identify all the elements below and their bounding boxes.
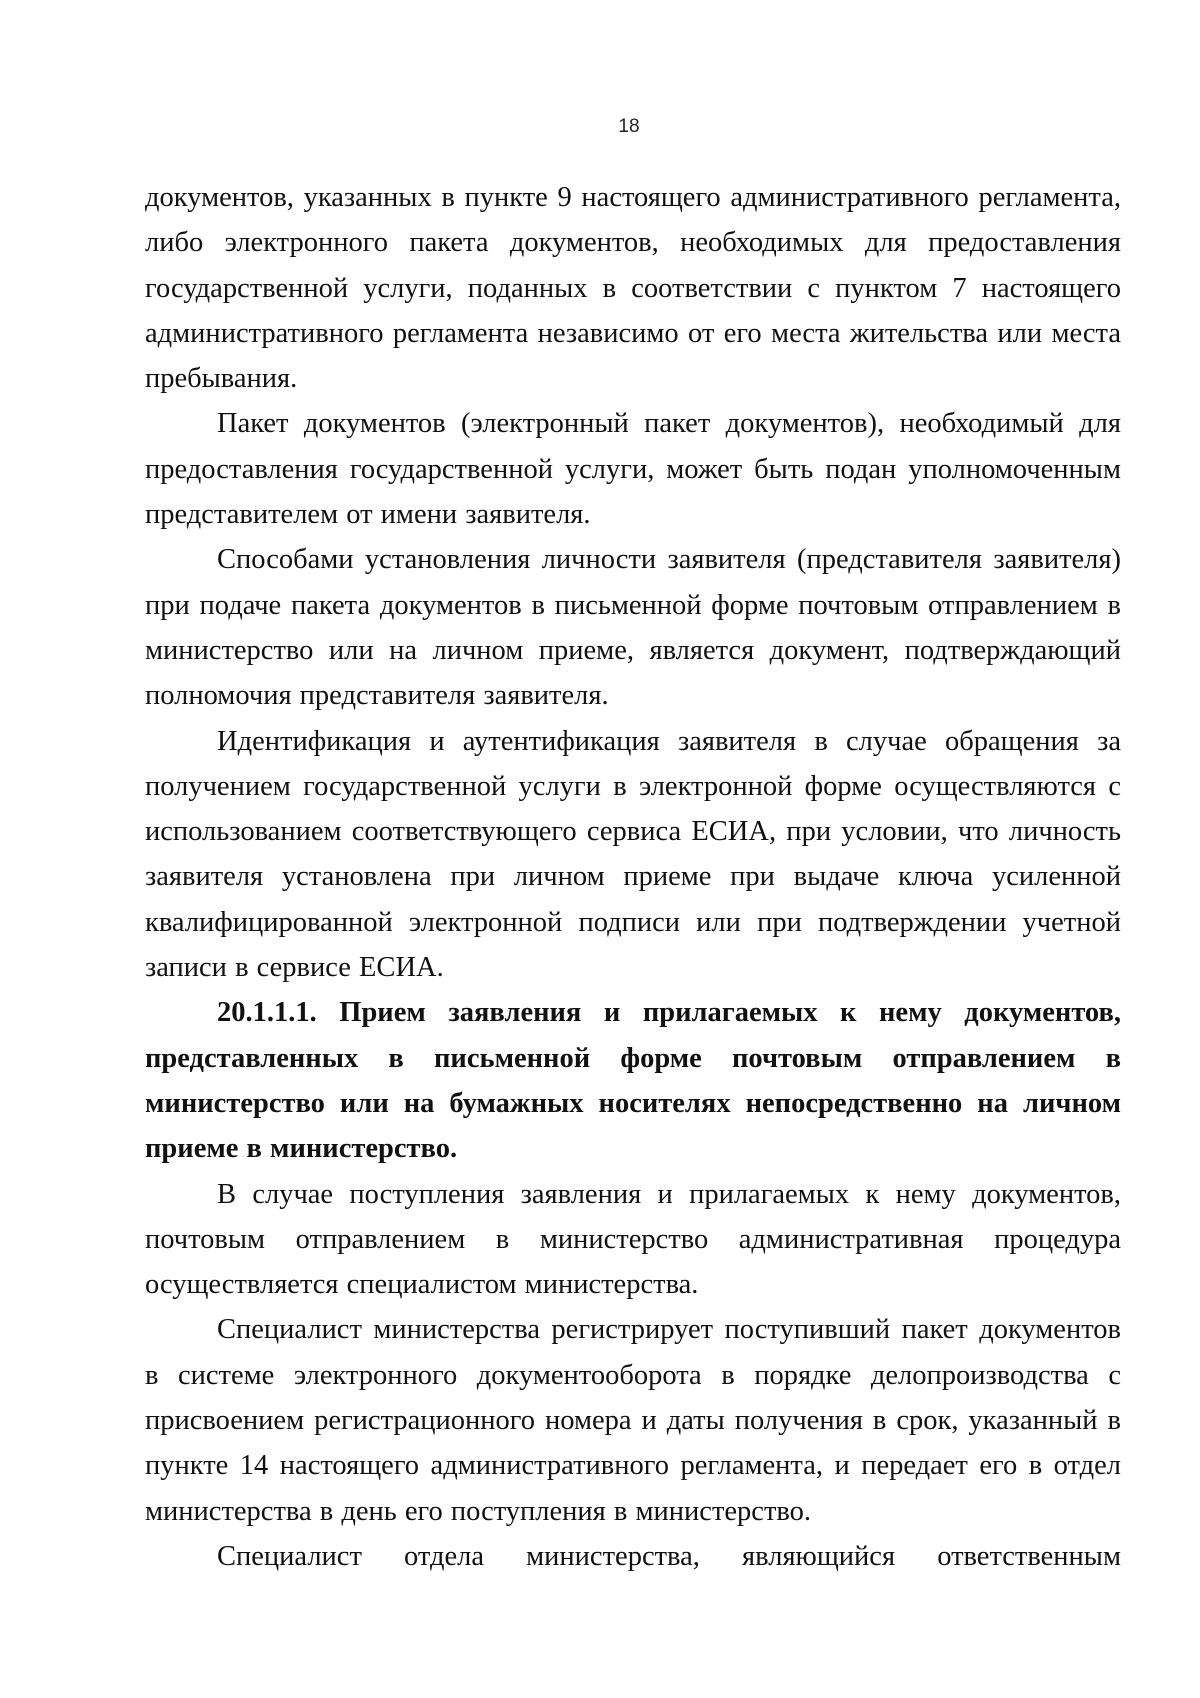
paragraph-identity-methods: Способами установления личности заявителя (представителя заявителя) при подаче пакета документов в письменной форме почтовым отправлением в министерство или на личном приеме, является документ, подтверждающий полномочия представителя заявителя. <box>145 544 1121 712</box>
document-body <box>145 175 1121 1579</box>
paragraph-identification: Идентификация и аутентификация заявителя в случае обращения за получением государственной услуги в электронной форме осуществляются с использованием соответствующего сервиса ЕСИА, при условии, что личность заявителя установлена при личном приеме при выдаче ключа усиленной квалифицированной электронной подписи или при подтверждении учетной записи в сервисе ЕСИА. <box>145 725 1121 984</box>
paragraph-continuation: документов, указанных в пункте 9 настоящего административного регламента, либо электронного пакета документов, необходимых для предоставления государственной услуги, поданных в соответствии с пунктом 7 настоящего административного регламента независимо от его места жительства или места пребывания. <box>145 182 1121 395</box>
paragraph-postal-receipt: В случае поступления заявления и прилагаемых к нему документов, почтовым отправлением в министерство административная процедура осуществляется специалистом министерства. <box>145 1178 1121 1301</box>
paragraph-responsible-specialist: Специалист отдела министерства, являющийся ответственным <box>217 1540 1121 1572</box>
paragraph-registration: Специалист министерства регистрирует поступивший пакет документов в системе электронного документооборота в порядке делопроизводства с присвоением регистрационного номера и даты получения в срок, указанный в пункте 14 настоящего административного регламента, и передает его в отдел министерства в день его поступления в министерство. <box>145 1314 1121 1527</box>
section-heading-20-1-1-1: 20.1.1.1. Прием заявления и прилагаемых к нему документов, представленных в письменной форме почтовым отправлением в министерство или на бумажных носителях непосредственно на личном приеме в министерство. <box>145 997 1121 1165</box>
page-number: 18 <box>618 116 640 137</box>
paragraph-representative: Пакет документов (электронный пакет документов), необходимый для предоставления государственной услуги, может быть подан уполномоченным представителем от имени заявителя. <box>145 408 1121 531</box>
